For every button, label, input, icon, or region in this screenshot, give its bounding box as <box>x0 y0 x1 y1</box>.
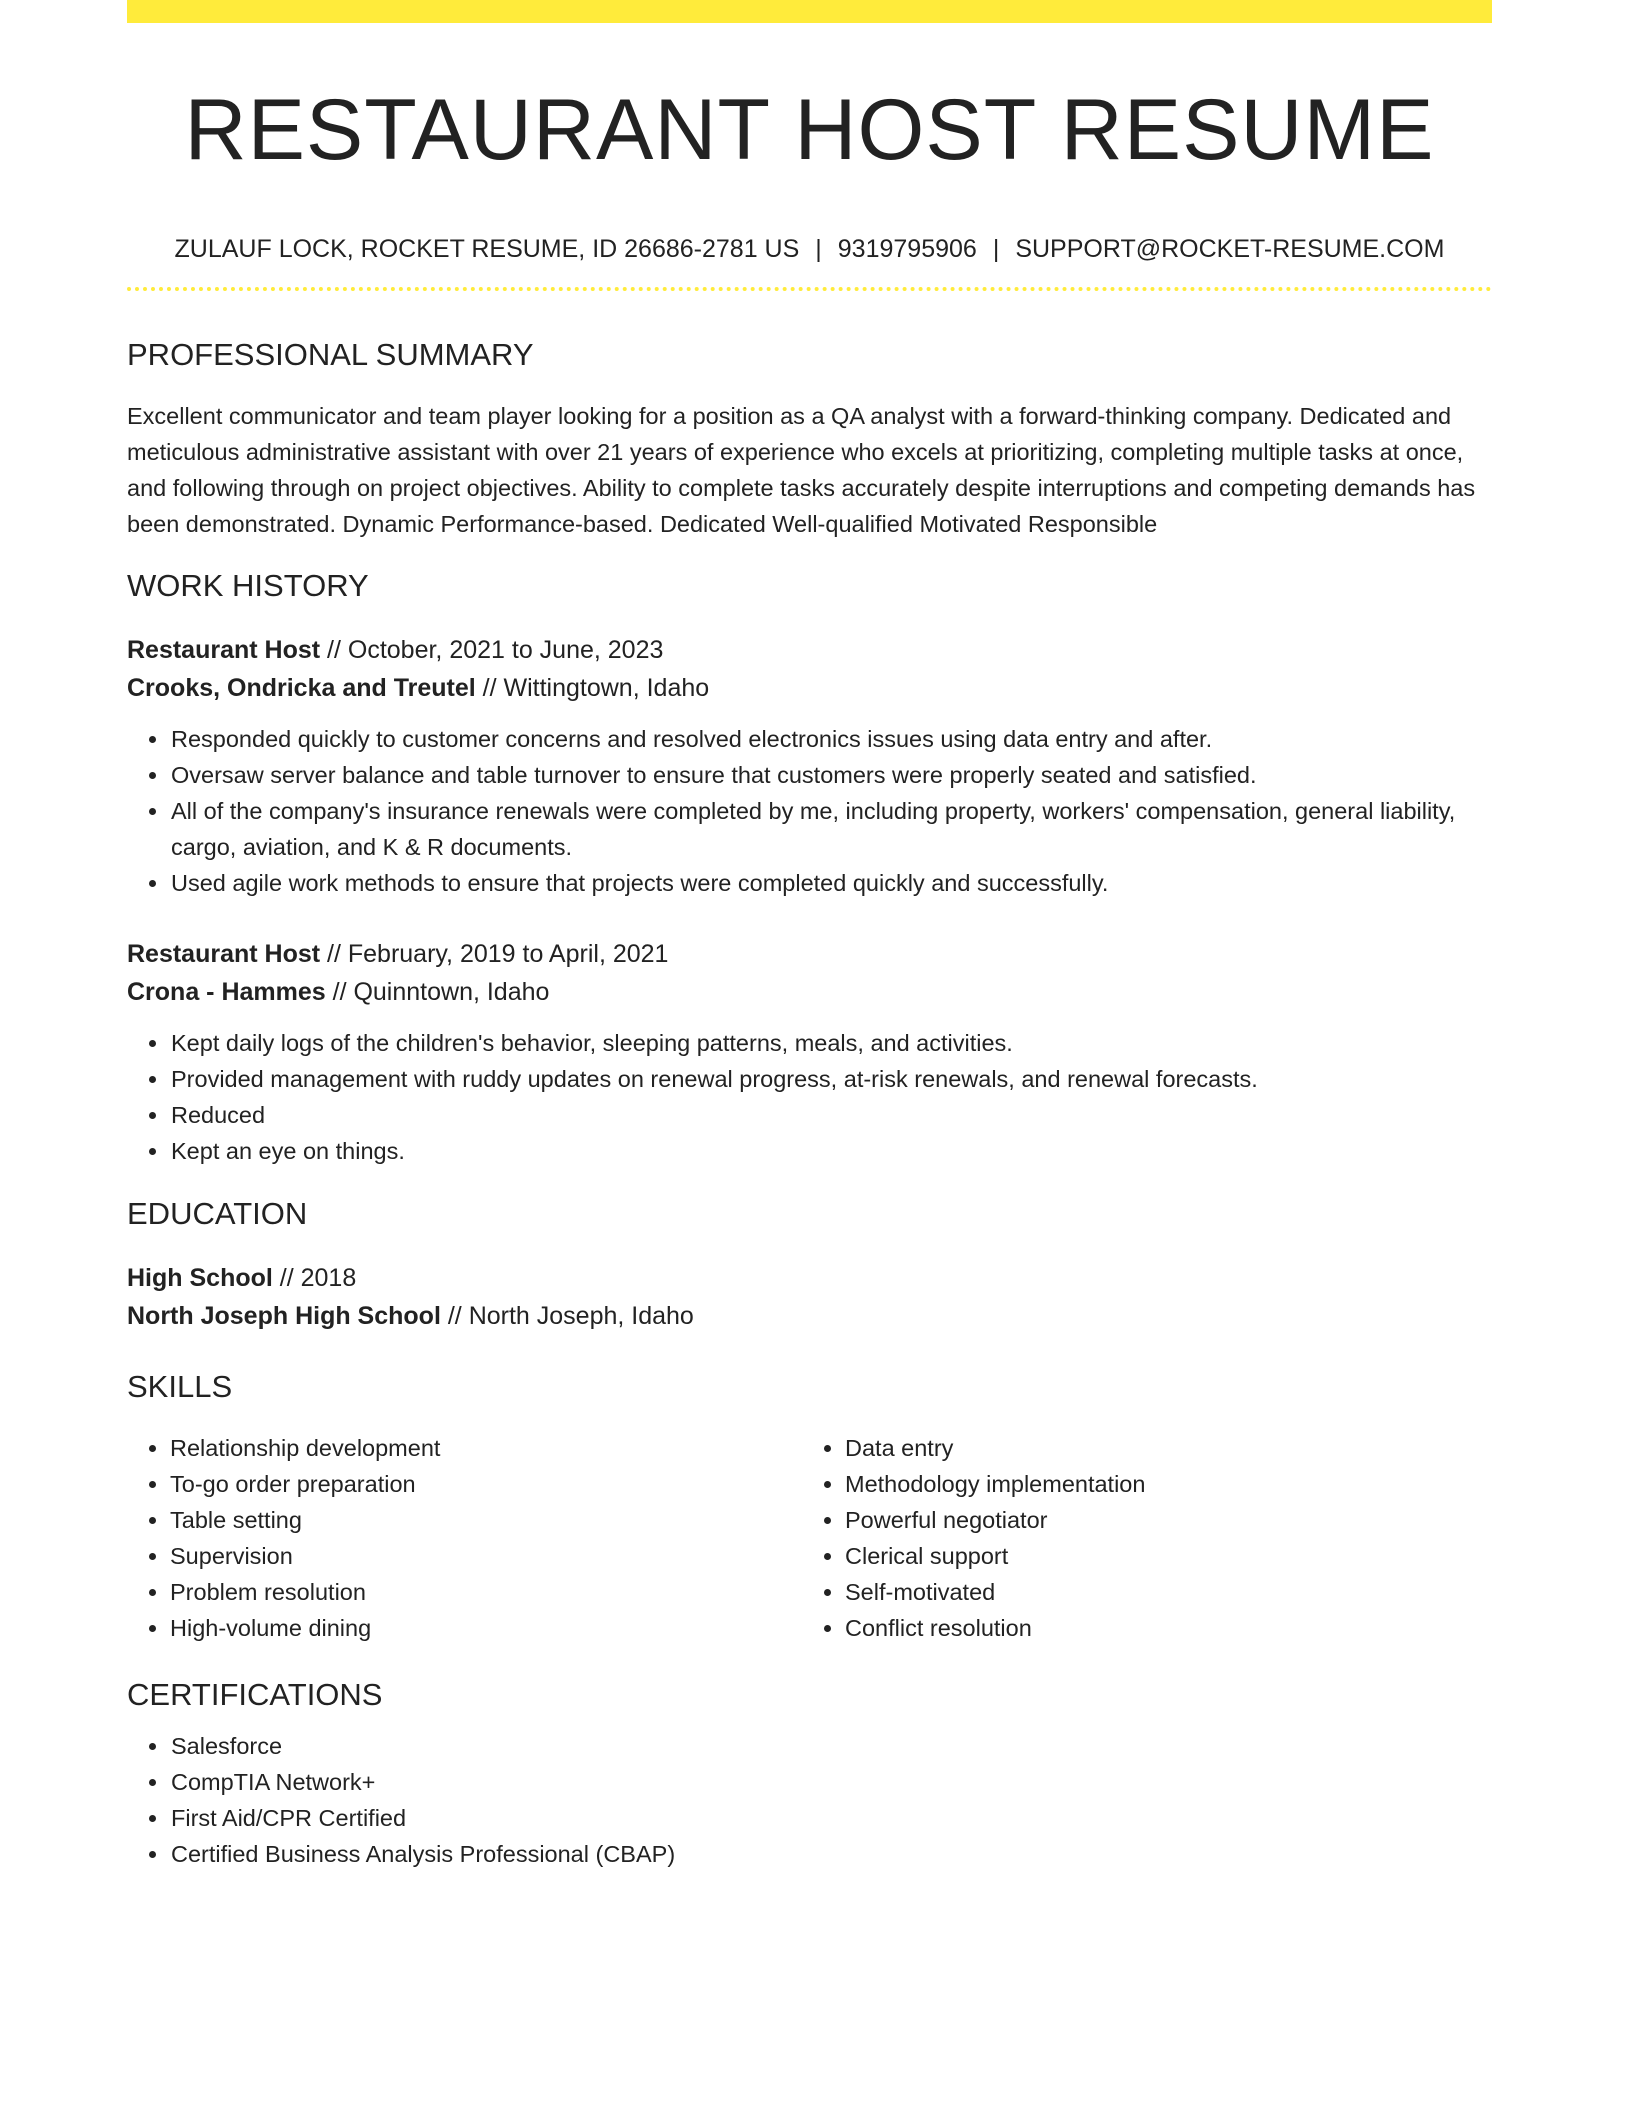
skills-heading: SKILLS <box>127 1369 233 1404</box>
contact-phone: 9319795906 <box>837 235 977 263</box>
list-item: • First Aid/CPR Certified <box>170 1800 1492 1836</box>
education-year: // 2018 <box>272 1264 357 1292</box>
job-dates: // February, 2019 to April, 2021 <box>320 940 669 968</box>
contact-email: SUPPORT@ROCKET-RESUME.COM <box>1015 235 1445 263</box>
list-item: • CompTIA Network+ <box>170 1764 1492 1800</box>
job-entry <box>127 631 1492 901</box>
list-item: • Data entry <box>845 1430 1445 1466</box>
education-degree: High School <box>127 1264 273 1292</box>
job-company: Crooks, Ondricka and Treutel <box>127 674 476 702</box>
job-bullets <box>127 1025 1492 1169</box>
certifications-list <box>127 1728 1492 1872</box>
list-item: • Table setting <box>170 1502 802 1538</box>
list-item: • Clerical support <box>845 1538 1445 1574</box>
education-location: // North Joseph, Idaho <box>440 1302 694 1330</box>
job-entry <box>127 935 1492 1169</box>
job-company: Crona - Hammes <box>127 978 326 1006</box>
summary-heading: PROFESSIONAL SUMMARY <box>127 337 534 372</box>
education-entry <box>127 1259 1492 1335</box>
contact-separator: | <box>992 235 1000 263</box>
list-item: • Provided management with ruddy updates on renewal progress, at-risk renewals, and renewal forecasts. <box>170 1061 1492 1097</box>
list-item: • Reduced <box>170 1097 1492 1133</box>
job-title-line <box>127 935 1492 973</box>
contact-line <box>127 234 1492 264</box>
job-bullets <box>127 721 1492 901</box>
education-degree-line <box>127 1259 1492 1297</box>
list-item: • High-volume dining <box>170 1610 802 1646</box>
job-location: // Wittingtown, Idaho <box>475 674 710 702</box>
list-item: • Conflict resolution <box>845 1610 1445 1646</box>
summary-text: Excellent communicator and team player looking for a position as a QA analyst with a forward-thinking company. Dedicated and meticulous administrative assistant with over 21 years of experience who excels at prioritizing, completing multiple tasks at once, and following through on project objectives. Ability to complete tasks accurately despite interruptions and competing demands has been demonstrated. Dynamic Performance-based. Dedicated Well-qualified Motivated Responsible <box>127 403 1476 537</box>
list-item: • Problem resolution <box>170 1574 802 1610</box>
job-title-line <box>127 631 1492 669</box>
list-item: • Powerful negotiator <box>845 1502 1445 1538</box>
education-school-line <box>127 1297 1492 1335</box>
job-location: // Quinntown, Idaho <box>325 978 550 1006</box>
list-item: • To-go order preparation <box>170 1466 802 1502</box>
list-item: • Oversaw server balance and table turnover to ensure that customers were properly seated and satisfied. <box>170 757 1492 793</box>
list-item: • Supervision <box>170 1538 802 1574</box>
job-company-line <box>127 973 1492 1011</box>
skills-left-column <box>127 1430 802 1646</box>
contact-separator: | <box>815 235 822 263</box>
resume-content <box>127 0 1492 1872</box>
job-dates: // October, 2021 to June, 2023 <box>320 636 664 664</box>
job-title: Restaurant Host <box>127 636 321 664</box>
education-school: North Joseph High School <box>127 1302 441 1330</box>
education-heading: EDUCATION <box>127 1196 308 1231</box>
list-item: • Used agile work methods to ensure that projects were completed quickly and successfully. <box>170 865 1492 901</box>
skills-grid <box>127 1430 1492 1646</box>
list-item: • Certified Business Analysis Professional (CBAP) <box>170 1836 1492 1872</box>
contact-address: ZULAUF LOCK, ROCKET RESUME, ID 26686-2781 US <box>174 235 800 263</box>
certifications-heading: CERTIFICATIONS <box>127 1677 383 1712</box>
list-item: • Responded quickly to customer concerns and resolved electronics issues using data entry and after. <box>170 721 1492 757</box>
list-item: • All of the company's insurance renewals were completed by me, including property, workers' compensation, general liability, cargo, aviation, and K & R documents. <box>170 793 1492 865</box>
work-history-heading: WORK HISTORY <box>127 568 369 603</box>
dotted-divider <box>127 287 1492 291</box>
list-item: • Kept an eye on things. <box>170 1133 1492 1169</box>
list-item: • Self-motivated <box>845 1574 1445 1610</box>
list-item: • Kept daily logs of the children's behavior, sleeping patterns, meals, and activities. <box>170 1025 1492 1061</box>
list-item: • Relationship development <box>170 1430 802 1466</box>
list-item: • Salesforce <box>170 1728 1492 1764</box>
job-company-line <box>127 669 1492 707</box>
resume-title: RESTAURANT HOST RESUME <box>184 82 1435 178</box>
skills-right-column <box>802 1430 1445 1646</box>
list-item: • Methodology implementation <box>845 1466 1445 1502</box>
job-title: Restaurant Host <box>127 940 321 968</box>
